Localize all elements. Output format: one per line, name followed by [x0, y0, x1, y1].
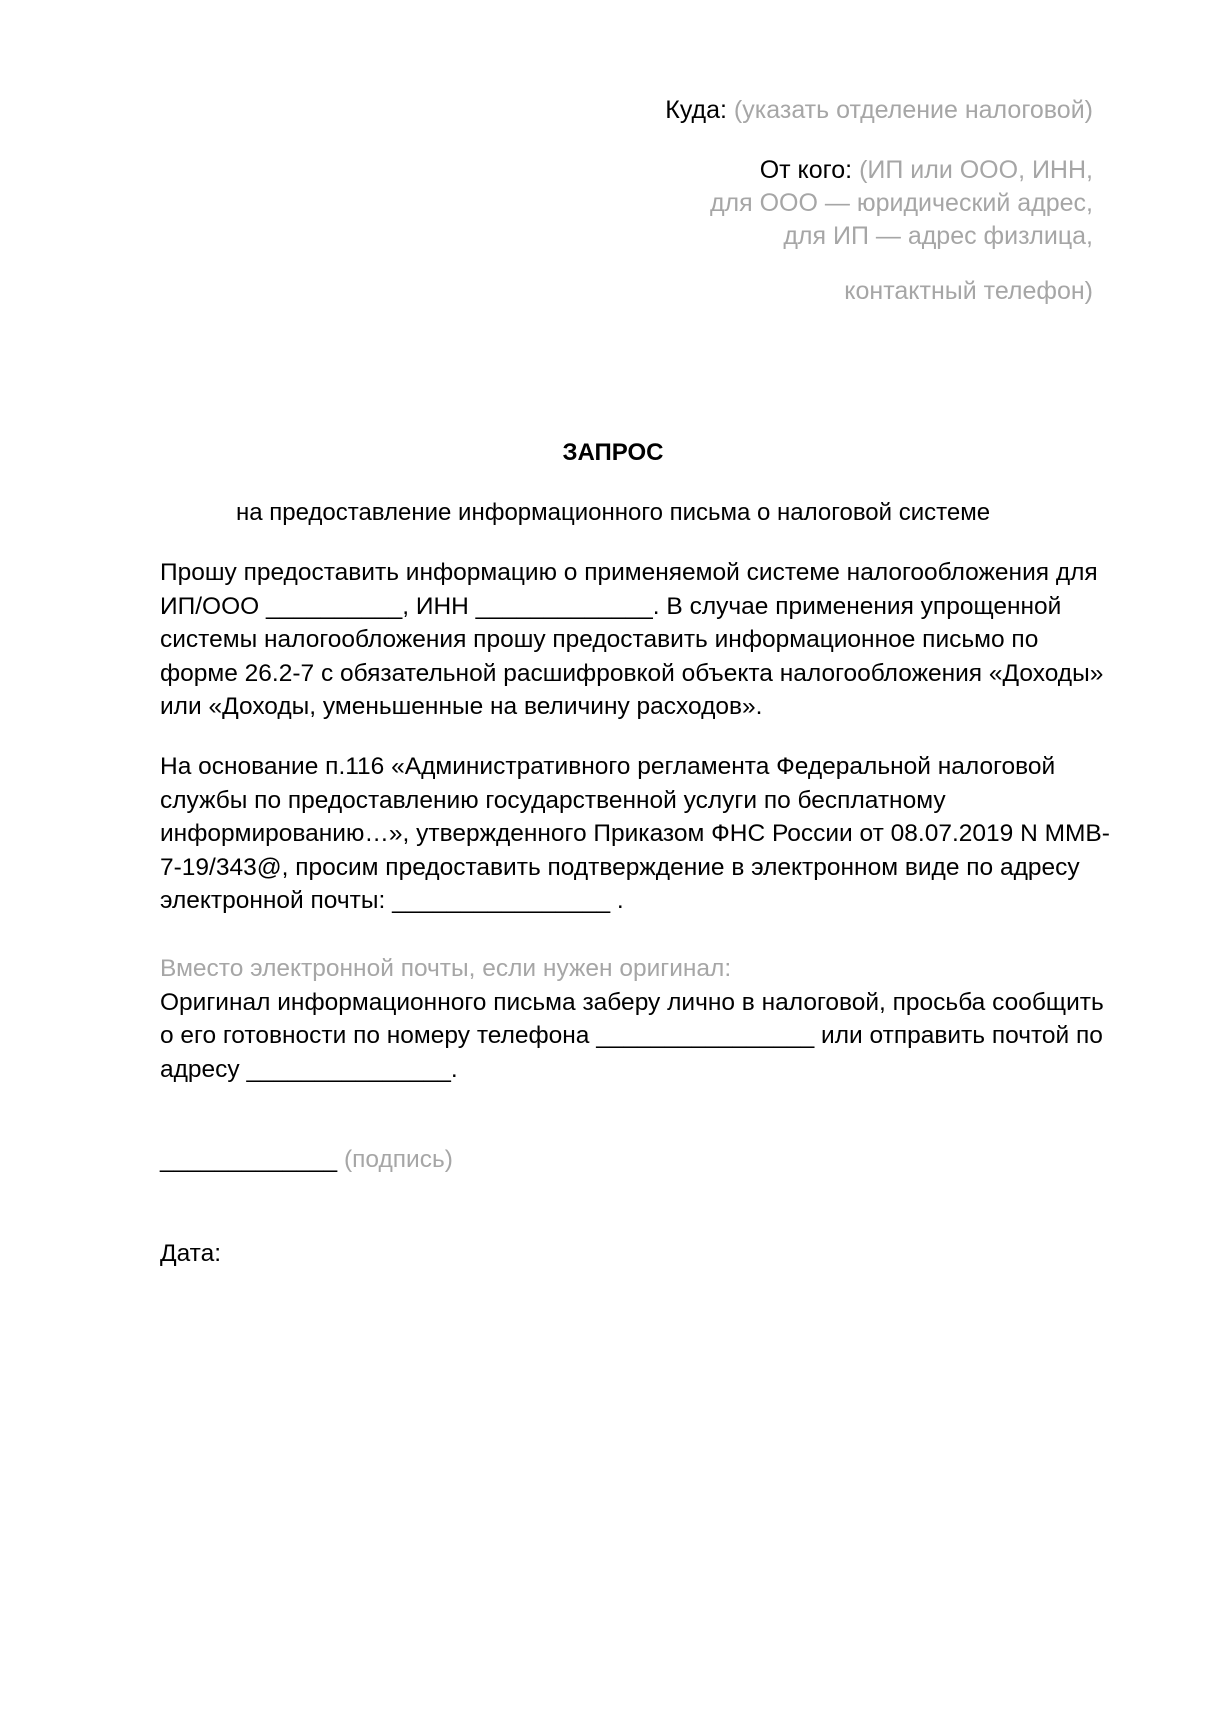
- paragraph-line: информированию…», утвержденного Приказом ФНС России от 08.07.2019 N ММВ-: [160, 820, 1110, 847]
- original-paragraph: [160, 952, 1145, 1086]
- paragraph-line: 7-19/343@, просим предоставить подтверждение в электронном виде по адресу: [160, 853, 1080, 881]
- paragraph-line: Оригинал информационного письма заберу лично в налоговой, просьба сообщить: [160, 988, 1104, 1016]
- basis-paragraph: [160, 750, 1145, 918]
- document-title: ЗАПРОС: [562, 439, 664, 466]
- paragraph-line: На основание п.116 «Административного регламента Федеральной налоговой: [160, 753, 1056, 780]
- sender-block: [710, 154, 1093, 308]
- sender-hint-line-1: (ИП или ООО, ИНН,: [859, 156, 1093, 184]
- document-subtitle: на предоставление информационного письма о налоговой системе: [235, 499, 991, 526]
- signature-hint: (подпись): [343, 1146, 453, 1173]
- original-hint: Вместо электронной почты, если нужен оригинал:: [160, 955, 732, 982]
- recipient-hint: (указать отделение налоговой): [733, 96, 1093, 124]
- paragraph-line: системы налогообложения прошу предоставить информационное письмо по: [160, 626, 1039, 653]
- paragraph-line: или «Доходы, уменьшенные на величину расходов».: [160, 693, 763, 720]
- recipient-label: Куда:: [665, 96, 727, 124]
- signature-block: [160, 1143, 453, 1176]
- paragraph-line: адресу _______________.: [160, 1055, 458, 1083]
- paragraph-line: ИП/ООО __________, ИНН _____________. В случае применения упрощенной: [160, 592, 1062, 620]
- recipient-block: [665, 94, 1093, 127]
- paragraph-line: Прошу предоставить информацию о применяемой системе налогообложения для: [160, 559, 1098, 586]
- paragraph-line: форме 26.2-7 с обязательной расшифровкой объекта налогообложения «Доходы»: [160, 659, 1104, 687]
- sender-label: От кого:: [759, 156, 853, 184]
- signature-line: _____________: [160, 1146, 338, 1173]
- date-label: Дата:: [160, 1240, 222, 1267]
- paragraph-line: службы по предоставлению государственной услуги по бесплатному: [160, 786, 946, 814]
- paragraph-line: о его готовности по номеру телефона ________________ или отправить почтой по: [160, 1022, 1103, 1049]
- sender-hint-line-2: для ООО — юридический адрес,: [709, 189, 1093, 217]
- sender-hint-line-3: для ИП — адрес физлица,: [783, 222, 1093, 250]
- paragraph-line: электронной почты: ________________ .: [160, 887, 624, 914]
- sender-hint-line-4: контактный телефон): [844, 277, 1093, 305]
- request-paragraph: [160, 556, 1145, 724]
